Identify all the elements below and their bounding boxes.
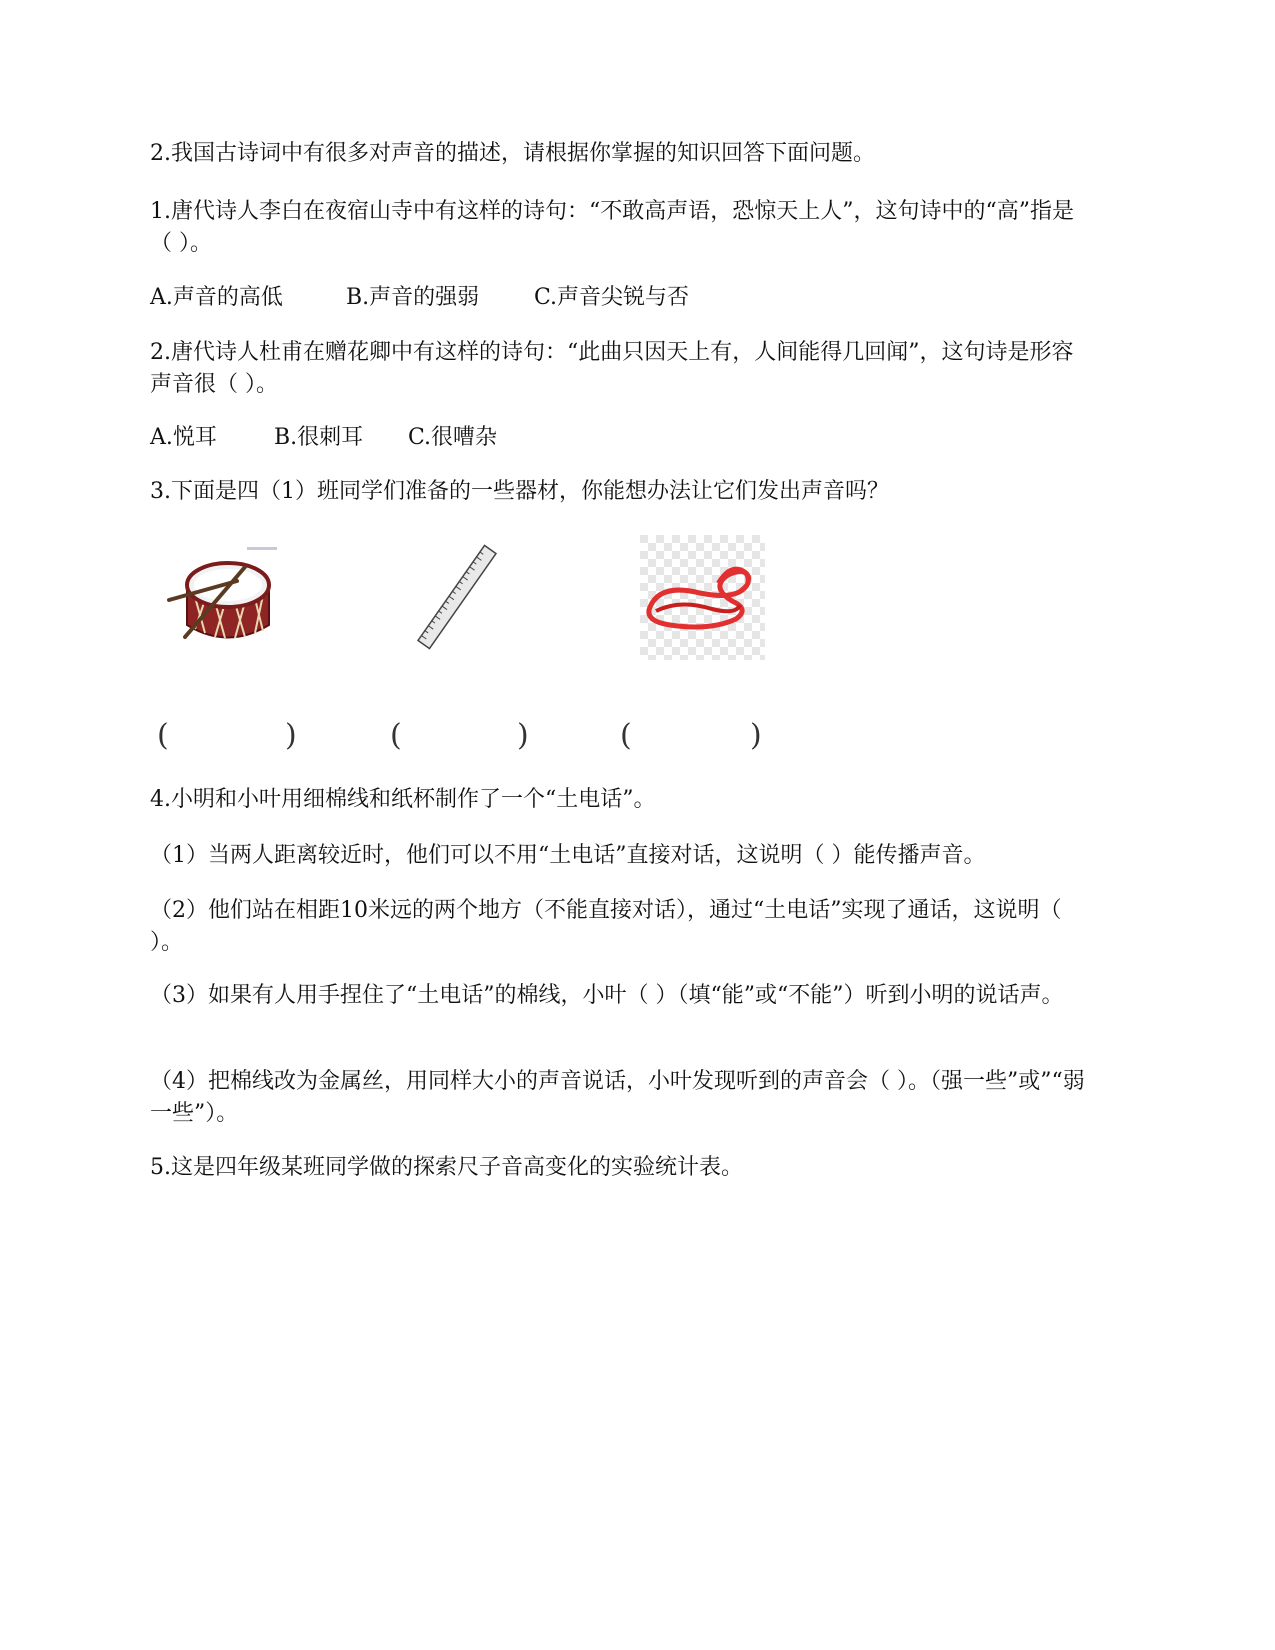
option-c: C.声音尖锐与否 xyxy=(534,285,690,310)
question-4-part-3: （3）如果有人用手捏住了“土电话”的棉线，小叶（ ）（填“能”或“不能”）听到小明的说话声。 xyxy=(150,983,1064,1008)
question-4-part-1: （1）当两人距离较近时，他们可以不用“土电话”直接对话，这说明（ ）能传播声音。 xyxy=(150,843,986,868)
question-5-title: 5.这是四年级某班同学做的探索尺子音高变化的实验统计表。 xyxy=(150,1155,743,1180)
paren-open: ( xyxy=(390,718,402,753)
paren-close: ) xyxy=(750,718,762,753)
question-3-title: 3.下面是四（1）班同学们准备的一些器材，你能想办法让它们发出声音吗？ xyxy=(150,479,889,504)
paren-close: ) xyxy=(285,718,297,753)
option-c: C.很嘈杂 xyxy=(408,425,498,450)
ruler-icon xyxy=(405,540,505,655)
question-4-part-4: （4）把棉线改为金属丝，用同样大小的声音说话，小叶发现听到的声音会（ ）。（强一些”或”“弱一些”）。 xyxy=(150,1069,1085,1126)
paren-open: ( xyxy=(620,718,632,753)
paren-close: ) xyxy=(517,718,529,753)
rubber-band-icon xyxy=(640,535,765,660)
question-2-2-options xyxy=(150,422,497,454)
drum-icon xyxy=(165,545,290,655)
question-2-1-stem: 1.唐代诗人李白在夜宿山寺中有这样的诗句：“不敢高声语，恐惊天上人”，这句诗中的“高”指是（ ）。 xyxy=(150,199,1074,256)
question-2-1-options xyxy=(150,282,689,314)
option-b: B.很刺耳 xyxy=(274,425,364,450)
question-2-title: 2.我国古诗词中有很多对声音的描述，请根据你掌握的知识回答下面问题。 xyxy=(150,141,875,166)
question-2-2-stem: 2.唐代诗人杜甫在赠花卿中有这样的诗句：“此曲只因天上有，人间能得几回闻”，这句诗是形容声音很（ ）。 xyxy=(150,340,1074,397)
option-a: A.悦耳 xyxy=(150,425,217,450)
paren-open: ( xyxy=(157,718,169,753)
question-4-part-2: （2）他们站在相距10米远的两个地方（不能直接对话），通过“土电话”实现了通话，这说明（ ）。 xyxy=(150,898,1062,955)
option-a: A.声音的高低 xyxy=(150,285,283,310)
question-4-title: 4.小明和小叶用细棉线和纸杯制作了一个“土电话”。 xyxy=(150,787,656,812)
option-b: B.声音的强弱 xyxy=(346,285,480,310)
